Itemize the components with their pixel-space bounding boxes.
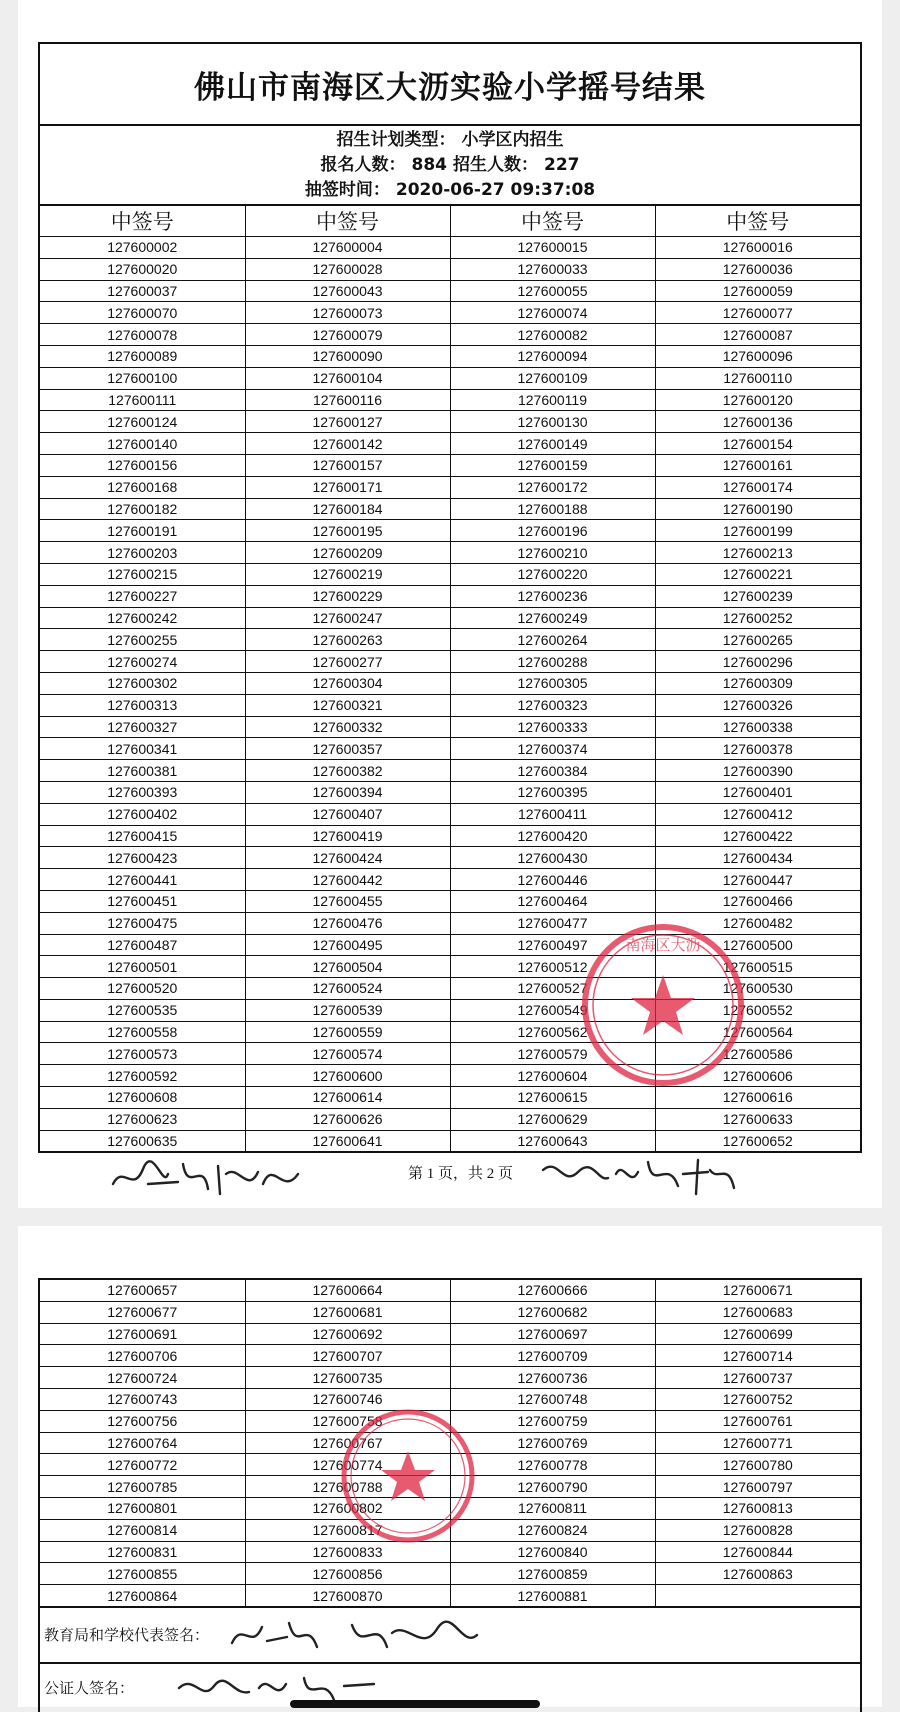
winning-number-cell: 127600714 xyxy=(655,1345,860,1367)
winning-number-cell: 127600515 xyxy=(655,956,860,978)
winning-number-cell: 127600326 xyxy=(655,694,860,716)
winning-number-cell: 127600402 xyxy=(40,803,245,825)
plan-type-row xyxy=(337,128,564,153)
winning-number-cell: 127600748 xyxy=(450,1388,655,1410)
table-row xyxy=(40,738,860,760)
winning-number-cell: 127600604 xyxy=(450,1065,655,1087)
winning-number-cell: 127600778 xyxy=(450,1454,655,1476)
winning-number-cell: 127600752 xyxy=(655,1388,860,1410)
table-row xyxy=(40,258,860,280)
table-row xyxy=(40,1563,860,1585)
table-row xyxy=(40,237,860,259)
handwritten-signature xyxy=(538,1152,738,1209)
winning-number-cell: 127600172 xyxy=(450,476,655,498)
winning-number-cell: 127600264 xyxy=(450,629,655,651)
winning-number-cell: 127600221 xyxy=(655,563,860,585)
winning-number-cell: 127600785 xyxy=(40,1476,245,1498)
winning-number-cell: 127600087 xyxy=(655,324,860,346)
winning-number-cell: 127600116 xyxy=(245,389,450,411)
official-seal-stamp xyxy=(338,1406,478,1546)
table-row xyxy=(40,694,860,716)
winning-number-cell: 127600737 xyxy=(655,1367,860,1389)
winning-number-cell: 127600341 xyxy=(40,738,245,760)
winning-number-cell: 127600161 xyxy=(655,454,860,476)
winning-number-cell: 127600288 xyxy=(450,651,655,673)
winning-number-cell: 127600833 xyxy=(245,1541,450,1563)
table-row xyxy=(40,629,860,651)
winning-number-cell: 127600552 xyxy=(655,999,860,1021)
winning-number-cell: 127600168 xyxy=(40,476,245,498)
winning-number-cell: 127600562 xyxy=(450,1021,655,1043)
winning-number-cell: 127600746 xyxy=(245,1388,450,1410)
winning-number-cell: 127600828 xyxy=(655,1519,860,1541)
winning-number-cell: 127600411 xyxy=(450,803,655,825)
winning-number-cell: 127600215 xyxy=(40,563,245,585)
winning-number-cell: 127600466 xyxy=(655,890,860,912)
winning-number-cell: 127600633 xyxy=(655,1108,860,1130)
winning-number-cell: 127600140 xyxy=(40,433,245,455)
table-row xyxy=(40,433,860,455)
winning-number-cell: 127600188 xyxy=(450,498,655,520)
winning-number-cell: 127600333 xyxy=(450,716,655,738)
svg-text:南海区大沥: 南海区大沥 xyxy=(625,936,701,954)
table-row xyxy=(40,869,860,891)
winning-number-cell: 127600419 xyxy=(245,825,450,847)
page-1-footer xyxy=(38,1148,862,1204)
winning-number-cell: 127600381 xyxy=(40,760,245,782)
winning-number-cell: 127600592 xyxy=(40,1065,245,1087)
winning-number-cell: 127600384 xyxy=(450,760,655,782)
winning-number-cell: 127600236 xyxy=(450,585,655,607)
winning-number-cell: 127600524 xyxy=(245,978,450,1000)
table-row xyxy=(40,411,860,433)
winning-number-cell: 127600220 xyxy=(450,563,655,585)
winning-number-cell: 127600415 xyxy=(40,825,245,847)
table-row xyxy=(40,1323,860,1345)
winning-number-cell: 127600174 xyxy=(655,476,860,498)
winning-number-cell: 127600558 xyxy=(40,1021,245,1043)
winning-number-cell: 127600110 xyxy=(655,367,860,389)
winning-number-cell: 127600321 xyxy=(245,694,450,716)
winning-number-cell: 127600724 xyxy=(40,1367,245,1389)
winning-number-cell: 127600203 xyxy=(40,542,245,564)
applicants-value: 884 xyxy=(411,154,447,175)
winning-number-cell: 127600059 xyxy=(655,280,860,302)
winning-number-cell: 127600455 xyxy=(245,890,450,912)
table-row xyxy=(40,781,860,803)
winning-number-cell: 127600539 xyxy=(245,999,450,1021)
winning-number-cell: 127600016 xyxy=(655,237,860,259)
winning-number-cell: 127600446 xyxy=(450,869,655,891)
winning-number-cell: 127600616 xyxy=(655,1087,860,1109)
winning-number-cell: 127600004 xyxy=(245,237,450,259)
winning-number-cell: 127600302 xyxy=(40,672,245,694)
winning-number-cell: 127600184 xyxy=(245,498,450,520)
winning-number-cell: 127600255 xyxy=(40,629,245,651)
winning-number-cell: 127600252 xyxy=(655,607,860,629)
winning-number-cell: 127600840 xyxy=(450,1541,655,1563)
winning-number-cell: 127600691 xyxy=(40,1323,245,1345)
winning-number-cell: 127600790 xyxy=(450,1476,655,1498)
winning-number-cell: 127600242 xyxy=(40,607,245,629)
winning-number-cell: 127600814 xyxy=(40,1519,245,1541)
winning-number-cell xyxy=(655,1585,860,1607)
winning-number-cell: 127600213 xyxy=(655,542,860,564)
winning-number-cell: 127600239 xyxy=(655,585,860,607)
winning-number-cell: 127600070 xyxy=(40,302,245,324)
winning-number-cell: 127600530 xyxy=(655,978,860,1000)
winning-number-cell: 127600079 xyxy=(245,324,450,346)
winning-number-cell: 127600771 xyxy=(655,1432,860,1454)
winning-number-cell: 127600120 xyxy=(655,389,860,411)
winning-number-cell: 127600156 xyxy=(40,454,245,476)
winning-number-cell: 127600313 xyxy=(40,694,245,716)
winning-number-cell: 127600824 xyxy=(450,1519,655,1541)
table-row xyxy=(40,520,860,542)
winning-number-cell: 127600780 xyxy=(655,1454,860,1476)
table-row xyxy=(40,1345,860,1367)
winning-number-cell: 127600476 xyxy=(245,912,450,934)
winning-number-cell: 127600811 xyxy=(450,1497,655,1519)
table-row xyxy=(40,302,860,324)
winning-number-cell: 127600043 xyxy=(245,280,450,302)
winning-number-cell: 127600586 xyxy=(655,1043,860,1065)
winning-number-cell: 127600641 xyxy=(245,1130,450,1151)
winning-number-cell: 127600109 xyxy=(450,367,655,389)
winning-number-cell: 127600195 xyxy=(245,520,450,542)
table-row xyxy=(40,1301,860,1323)
winning-number-cell: 127600666 xyxy=(450,1280,655,1301)
winning-number-cell: 127600764 xyxy=(40,1432,245,1454)
school-signature-label: 教育局和学校代表签名： xyxy=(44,1626,210,1645)
winning-number-cell: 127600357 xyxy=(245,738,450,760)
winning-number-cell: 127600407 xyxy=(245,803,450,825)
winning-number-cell: 127600423 xyxy=(40,847,245,869)
winning-number-cell: 127600657 xyxy=(40,1280,245,1301)
winning-number-cell: 127600881 xyxy=(450,1585,655,1607)
winning-number-cell: 127600338 xyxy=(655,716,860,738)
winning-number-cell: 127600706 xyxy=(40,1345,245,1367)
winning-number-cell: 127600769 xyxy=(450,1432,655,1454)
lottery-info xyxy=(40,126,860,206)
winning-number-cell: 127600772 xyxy=(40,1454,245,1476)
winning-number-cell: 127600497 xyxy=(450,934,655,956)
winning-number-cell: 127600442 xyxy=(245,869,450,891)
winning-number-cell: 127600756 xyxy=(40,1410,245,1432)
table-row xyxy=(40,847,860,869)
winning-number-cell: 127600677 xyxy=(40,1301,245,1323)
winning-number-cell: 127600681 xyxy=(245,1301,450,1323)
winning-number-cell: 127600159 xyxy=(450,454,655,476)
table-row xyxy=(40,651,860,673)
winning-number-cell: 127600104 xyxy=(245,367,450,389)
winning-number-cell: 127600020 xyxy=(40,258,245,280)
table-row xyxy=(40,542,860,564)
table-row xyxy=(40,803,860,825)
document-page-1 xyxy=(18,0,882,1208)
winning-number-cell: 127600859 xyxy=(450,1563,655,1585)
winning-number-cell: 127600699 xyxy=(655,1323,860,1345)
plan-type-value: 小学区内招生 xyxy=(461,129,564,150)
winning-number-cell: 127600774 xyxy=(245,1454,450,1476)
table-row xyxy=(40,324,860,346)
winning-number-cell: 127600332 xyxy=(245,716,450,738)
winning-number-cell: 127600305 xyxy=(450,672,655,694)
winning-number-cell: 127600182 xyxy=(40,498,245,520)
winning-number-cell: 127600401 xyxy=(655,781,860,803)
winning-number-cell: 127600487 xyxy=(40,934,245,956)
winning-number-cell: 127600761 xyxy=(655,1410,860,1432)
winning-number-cell: 127600608 xyxy=(40,1087,245,1109)
column-header: 中签号 xyxy=(450,206,655,237)
winning-number-cell: 127600831 xyxy=(40,1541,245,1563)
table-row xyxy=(40,672,860,694)
table-row xyxy=(40,890,860,912)
winning-number-cell: 127600096 xyxy=(655,345,860,367)
winning-number-cell: 127600817 xyxy=(245,1519,450,1541)
winning-number-cell: 127600191 xyxy=(40,520,245,542)
column-header: 中签号 xyxy=(245,206,450,237)
column-header: 中签号 xyxy=(655,206,860,237)
winning-number-cell: 127600549 xyxy=(450,999,655,1021)
winning-number-cell: 127600863 xyxy=(655,1563,860,1585)
winning-number-cell: 127600573 xyxy=(40,1043,245,1065)
table-row xyxy=(40,585,860,607)
table-row xyxy=(40,607,860,629)
table-row xyxy=(40,454,860,476)
document-title: 佛山市南海区大沥实验小学摇号结果 xyxy=(40,44,860,126)
winning-number-cell: 127600652 xyxy=(655,1130,860,1151)
winning-number-cell: 127600864 xyxy=(40,1585,245,1607)
winning-number-cell: 127600697 xyxy=(450,1323,655,1345)
table-row xyxy=(40,760,860,782)
table-row xyxy=(40,498,860,520)
table-row xyxy=(40,280,860,302)
winning-number-cell: 127600615 xyxy=(450,1087,655,1109)
winning-number-cell: 127600094 xyxy=(450,345,655,367)
winning-number-cell: 127600574 xyxy=(245,1043,450,1065)
winning-number-cell: 127600157 xyxy=(245,454,450,476)
winning-number-cell: 127600209 xyxy=(245,542,450,564)
school-signature-row xyxy=(40,1607,860,1663)
winning-number-cell: 127600247 xyxy=(245,607,450,629)
winning-number-cell: 127600801 xyxy=(40,1497,245,1519)
winning-number-cell: 127600758 xyxy=(245,1410,450,1432)
winning-number-cell: 127600210 xyxy=(450,542,655,564)
winning-number-cell: 127600709 xyxy=(450,1345,655,1367)
winning-number-cell: 127600274 xyxy=(40,651,245,673)
winning-number-cell: 127600089 xyxy=(40,345,245,367)
winning-number-cell: 127600671 xyxy=(655,1280,860,1301)
winning-number-cell: 127600504 xyxy=(245,956,450,978)
table-row xyxy=(40,1585,860,1607)
winning-number-cell: 127600870 xyxy=(245,1585,450,1607)
winning-number-cell: 127600033 xyxy=(450,258,655,280)
winning-number-cell: 127600265 xyxy=(655,629,860,651)
winning-number-cell: 127600629 xyxy=(450,1108,655,1130)
winning-number-cell: 127600520 xyxy=(40,978,245,1000)
winning-number-cell: 127600327 xyxy=(40,716,245,738)
winning-number-cell: 127600395 xyxy=(450,781,655,803)
winning-number-cell: 127600249 xyxy=(450,607,655,629)
winning-number-cell: 127600475 xyxy=(40,912,245,934)
winning-number-cell: 127600430 xyxy=(450,847,655,869)
draw-time-label: 抽签时间： xyxy=(304,179,390,200)
table-row xyxy=(40,1108,860,1130)
table-row xyxy=(40,367,860,389)
admitted-label: 招生人数： xyxy=(453,154,538,175)
winning-number-cell: 127600422 xyxy=(655,825,860,847)
winning-number-cell: 127600441 xyxy=(40,869,245,891)
winning-number-cell: 127600015 xyxy=(450,237,655,259)
winning-number-cell: 127600090 xyxy=(245,345,450,367)
table-row xyxy=(40,389,860,411)
winning-number-cell: 127600464 xyxy=(450,890,655,912)
winning-number-cell: 127600078 xyxy=(40,324,245,346)
winning-number-cell: 127600229 xyxy=(245,585,450,607)
admitted-value: 227 xyxy=(544,154,580,175)
winning-number-cell: 127600196 xyxy=(450,520,655,542)
handwritten-signature xyxy=(227,1613,487,1657)
winning-number-cell: 127600055 xyxy=(450,280,655,302)
winning-number-cell: 127600495 xyxy=(245,934,450,956)
winning-number-cell: 127600199 xyxy=(655,520,860,542)
winning-number-cell: 127600535 xyxy=(40,999,245,1021)
winning-number-cell: 127600412 xyxy=(655,803,860,825)
counts-row xyxy=(321,153,580,178)
winning-number-cell: 127600664 xyxy=(245,1280,450,1301)
winning-number-cell: 127600323 xyxy=(450,694,655,716)
winning-number-cell: 127600077 xyxy=(655,302,860,324)
winning-number-cell: 127600643 xyxy=(450,1130,655,1151)
winning-number-cell: 127600451 xyxy=(40,890,245,912)
winning-number-cell: 127600844 xyxy=(655,1541,860,1563)
winning-number-cell: 127600073 xyxy=(245,302,450,324)
table-row xyxy=(40,345,860,367)
winning-number-cell: 127600127 xyxy=(245,411,450,433)
applicants-label: 报名人数： xyxy=(320,154,406,175)
plan-type-label: 招生计划类型： xyxy=(336,129,456,150)
winning-number-cell: 127600736 xyxy=(450,1367,655,1389)
draw-time-value: 2020-06-27 09:37:08 xyxy=(395,179,596,200)
winning-number-cell: 127600100 xyxy=(40,367,245,389)
winning-number-cell: 127600082 xyxy=(450,324,655,346)
winning-number-cell: 127600154 xyxy=(655,433,860,455)
winning-number-cell: 127600136 xyxy=(655,411,860,433)
winning-number-cell: 127600447 xyxy=(655,869,860,891)
winning-number-cell: 127600142 xyxy=(245,433,450,455)
winning-number-cell: 127600606 xyxy=(655,1065,860,1087)
winning-number-cell: 127600277 xyxy=(245,651,450,673)
table-row xyxy=(40,716,860,738)
winning-number-cell: 127600219 xyxy=(245,563,450,585)
winning-number-cell: 127600813 xyxy=(655,1497,860,1519)
winning-number-cell: 127600420 xyxy=(450,825,655,847)
winning-number-cell: 127600692 xyxy=(245,1323,450,1345)
winning-number-cell: 127600788 xyxy=(245,1476,450,1498)
winning-number-cell: 127600802 xyxy=(245,1497,450,1519)
winning-number-cell: 127600735 xyxy=(245,1367,450,1389)
winning-number-cell: 127600309 xyxy=(655,672,860,694)
winning-number-cell: 127600614 xyxy=(245,1087,450,1109)
winning-number-cell: 127600036 xyxy=(655,258,860,280)
winning-number-cell: 127600623 xyxy=(40,1108,245,1130)
winning-number-cell: 127600501 xyxy=(40,956,245,978)
winning-number-cell: 127600130 xyxy=(450,411,655,433)
winning-number-cell: 127600856 xyxy=(245,1563,450,1585)
winning-number-cell: 127600378 xyxy=(655,738,860,760)
table-row xyxy=(40,825,860,847)
winning-number-cell: 127600767 xyxy=(245,1432,450,1454)
winning-number-cell: 127600190 xyxy=(655,498,860,520)
winning-number-cell: 127600037 xyxy=(40,280,245,302)
winning-number-cell: 127600743 xyxy=(40,1388,245,1410)
winning-number-cell: 127600512 xyxy=(450,956,655,978)
handwritten-signature xyxy=(108,1154,308,1211)
winning-number-cell: 127600394 xyxy=(245,781,450,803)
winning-number-cell: 127600111 xyxy=(40,389,245,411)
winning-number-cell: 127600119 xyxy=(450,389,655,411)
notary-signature-label: 公证人签名： xyxy=(44,1679,135,1698)
winning-number-cell: 127600559 xyxy=(245,1021,450,1043)
winning-number-cell: 127600424 xyxy=(245,847,450,869)
winning-number-cell: 127600797 xyxy=(655,1476,860,1498)
winning-number-cell: 127600482 xyxy=(655,912,860,934)
page-number: 第 1 页，共 2 页 xyxy=(408,1166,514,1182)
draw-time-row xyxy=(305,178,595,203)
table-row xyxy=(40,1280,860,1301)
winning-number-cell: 127600171 xyxy=(245,476,450,498)
winning-number-cell: 127600002 xyxy=(40,237,245,259)
winning-number-cell: 127600626 xyxy=(245,1108,450,1130)
winning-number-cell: 127600564 xyxy=(655,1021,860,1043)
winning-number-cell: 127600028 xyxy=(245,258,450,280)
winning-number-cell: 127600304 xyxy=(245,672,450,694)
winning-number-cell: 127600393 xyxy=(40,781,245,803)
winning-number-cell: 127600227 xyxy=(40,585,245,607)
winning-number-cell: 127600579 xyxy=(450,1043,655,1065)
official-seal-stamp xyxy=(578,920,748,1090)
winning-number-cell: 127600374 xyxy=(450,738,655,760)
winning-number-cell: 127600635 xyxy=(40,1130,245,1151)
table-header-row xyxy=(40,206,860,237)
document-page-2 xyxy=(18,1226,882,1707)
winning-number-cell: 127600500 xyxy=(655,934,860,956)
column-header: 中签号 xyxy=(40,206,245,237)
winning-number-cell: 127600382 xyxy=(245,760,450,782)
winning-number-cell: 127600390 xyxy=(655,760,860,782)
table-row xyxy=(40,476,860,498)
table-row xyxy=(40,1367,860,1389)
winning-number-cell: 127600683 xyxy=(655,1301,860,1323)
winning-number-cell: 127600855 xyxy=(40,1563,245,1585)
winning-number-cell: 127600527 xyxy=(450,978,655,1000)
winning-number-cell: 127600434 xyxy=(655,847,860,869)
winning-number-cell: 127600263 xyxy=(245,629,450,651)
winning-number-cell: 127600759 xyxy=(450,1410,655,1432)
winning-number-cell: 127600149 xyxy=(450,433,655,455)
winning-number-cell: 127600074 xyxy=(450,302,655,324)
winning-number-cell: 127600477 xyxy=(450,912,655,934)
winning-number-cell: 127600600 xyxy=(245,1065,450,1087)
winning-number-cell: 127600124 xyxy=(40,411,245,433)
winning-number-cell: 127600707 xyxy=(245,1345,450,1367)
winning-number-cell: 127600682 xyxy=(450,1301,655,1323)
table-row xyxy=(40,563,860,585)
winning-number-cell: 127600296 xyxy=(655,651,860,673)
